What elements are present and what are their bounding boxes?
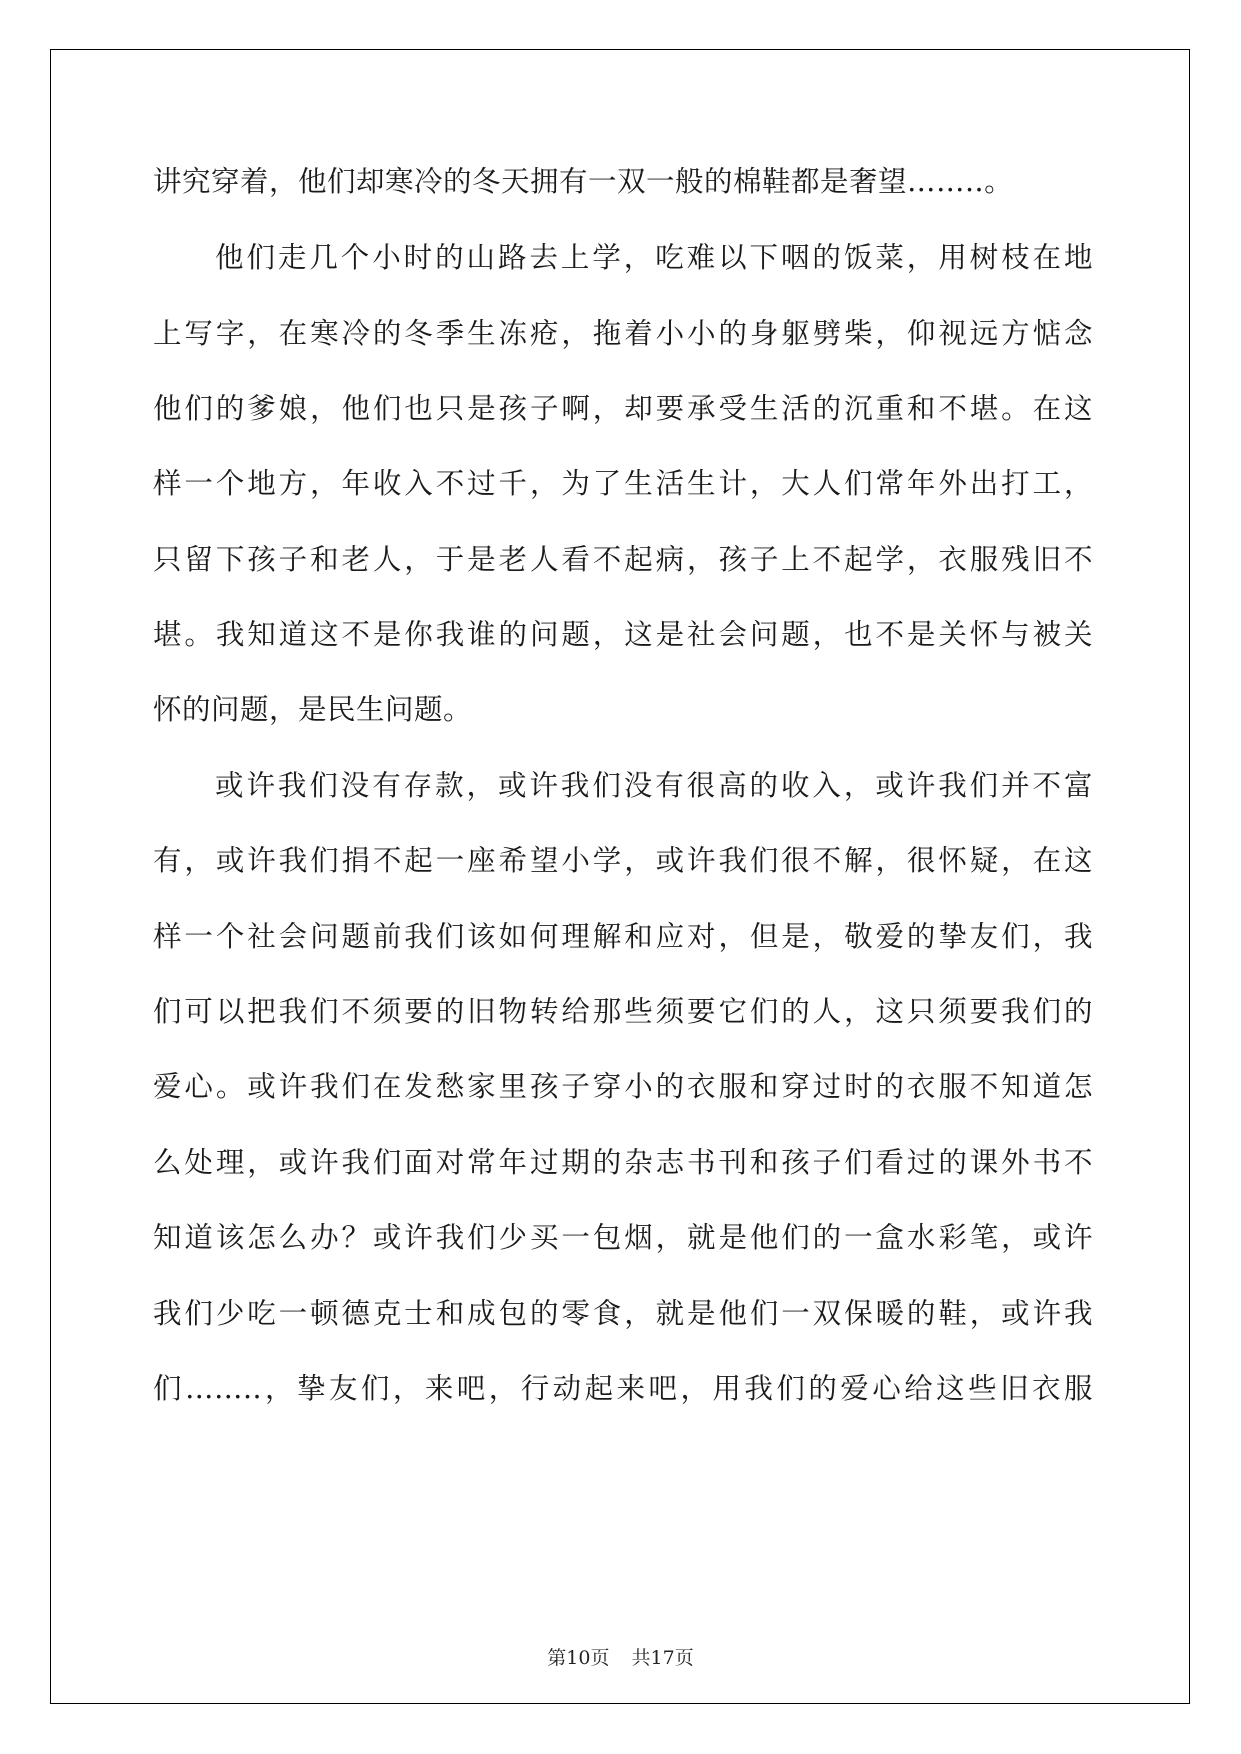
text-line: 知道该怎么办？或许我们少买一包烟，就是他们的一盒水彩笔，或许: [153, 1221, 1093, 1254]
text-line: 爱心。或许我们在发愁家里孩子穿小的衣服和穿过时的衣服不知道怎: [153, 1070, 1093, 1103]
text-line: 样一个社会问题前我们该如何理解和应对，但是，敬爱的挚友们，我: [153, 920, 1093, 953]
total-pages: 共17页: [631, 1647, 694, 1669]
current-page-number: 第10页: [547, 1647, 610, 1669]
text-line: 上写字，在寒冷的冬季生冻疮，拖着小小的身躯劈柴，仰视远方惦念: [153, 317, 1093, 350]
text-line: 怀的问题，是民生问题。: [153, 693, 473, 726]
paragraph-start-line: 或许我们没有存款，或许我们没有很高的收入，或许我们并不富: [215, 769, 1093, 802]
text-line: 他们的爹娘，他们也只是孩子啊，却要承受生活的沉重和不堪。在这: [153, 392, 1093, 425]
text-line: 样一个地方，年收入不过千，为了生活生计，大人们常年外出打工，: [153, 467, 1093, 500]
text-line: 有，或许我们捐不起一座希望小学，或许我们很不解，很怀疑，在这: [153, 844, 1093, 877]
text-line: 讲究穿着，他们却寒冷的冬天拥有一双一般的棉鞋都是奢望……..。: [153, 165, 1014, 198]
text-line: 我们少吃一顿德克士和成包的零食，就是他们一双保暖的鞋，或许我: [153, 1297, 1093, 1330]
text-line: 么处理，或许我们面对常年过期的杂志书刊和孩子们看过的课外书不: [153, 1146, 1093, 1179]
text-line: 堪。我知道这不是你我谁的问题，这是社会问题，也不是关怀与被关: [153, 618, 1093, 651]
text-line: 只留下孩子和老人，于是老人看不起病，孩子上不起学，衣服残旧不: [153, 543, 1093, 576]
page-footer: [0, 1643, 1241, 1670]
paragraph-start-line: 他们走几个小时的山路去上学，吃难以下咽的饭菜，用树枝在地: [215, 241, 1093, 274]
text-line: 们……..，挚友们，来吧，行动起来吧，用我们的爱心给这些旧衣服: [153, 1372, 1093, 1405]
text-line: 们可以把我们不须要的旧物转给那些须要它们的人，这只须要我们的: [153, 995, 1093, 1028]
